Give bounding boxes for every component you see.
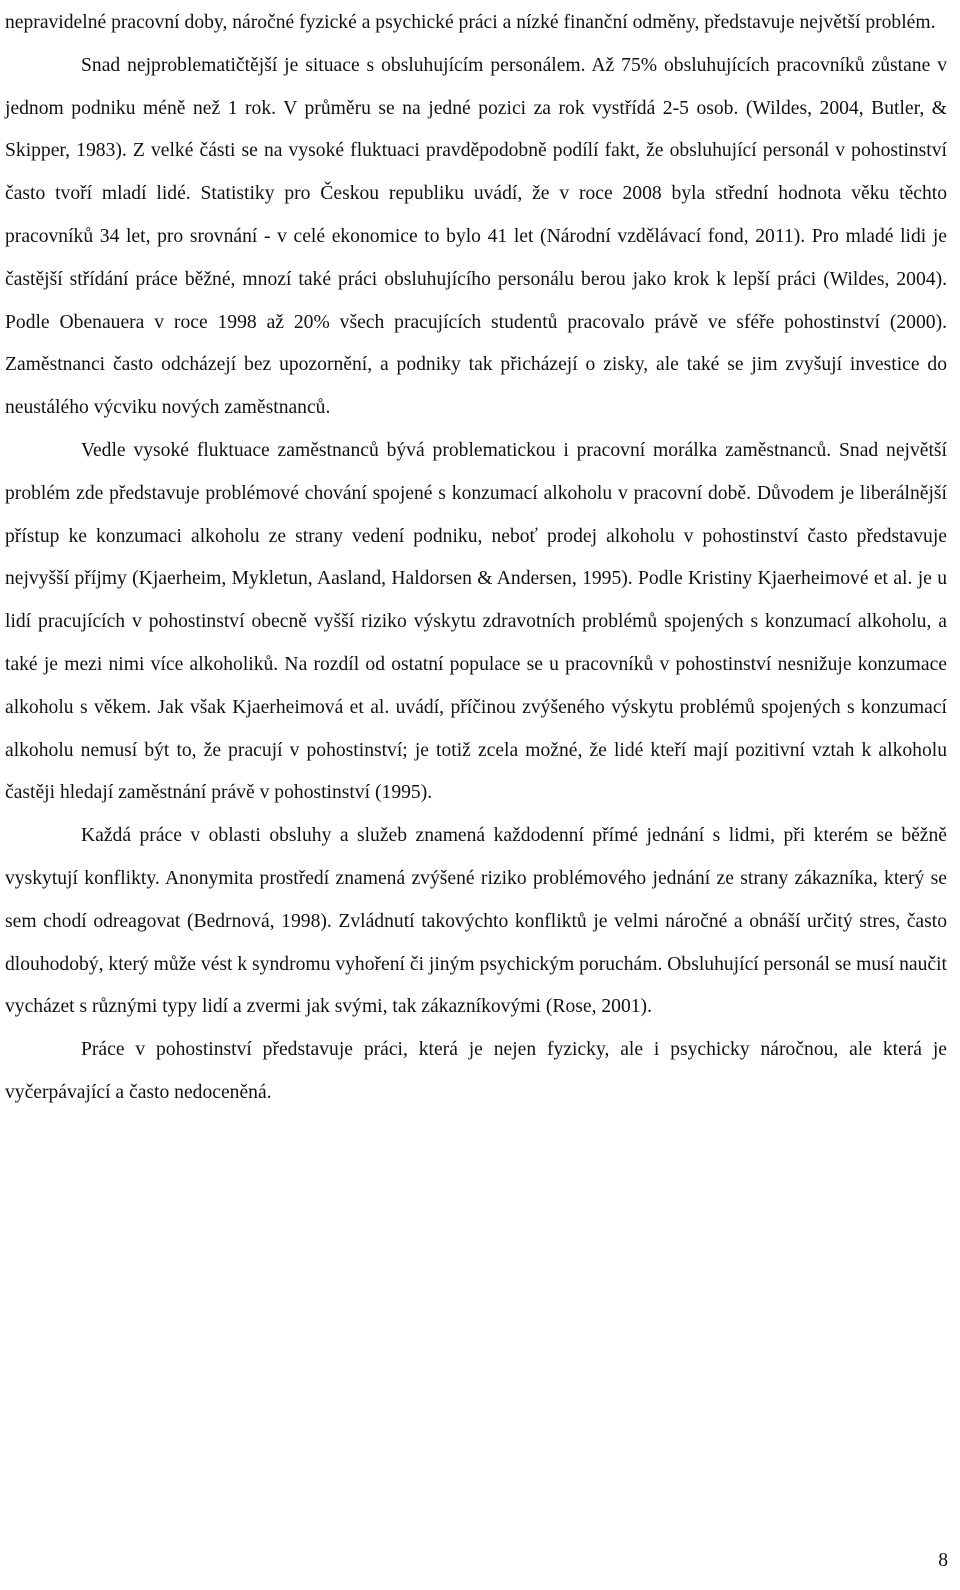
- paragraph-conclusion: Práce v pohostinství představuje práci, která je nejen fyzicky, ale i psychicky náročnou, ale která je vyčerpávající a často nedoceněná.: [5, 1039, 947, 1103]
- paragraph-staff-turnover: Snad nejproblematičtější je situace s obsluhujícím personálem. Až 75% obsluhujících pracovníků zůstane v jednom podniku méně než 1 rok. V průměru se na jedné pozici za rok vystřídá 2-5 osob. (Wildes, 2004, Butler, & Skipper, 1983). Z velké části se na vysoké fluktuaci pravděpodobně podílí fakt, že obsluhující personál v pohostinství často tvoří mladí lidé. Statistiky pro Českou republiku uvádí, že v roce 2008 byla střední hodnota věku těchto pracovníků 34 let, pro srovnání - v celé ekonomice to bylo 41 let (Národní vzdělávací fond, 2011). Pro mladé lidi je častější střídání práce běžné, mnozí také práci obsluhujícího personálu berou jako krok k lepší práci (Wildes, 2004). Podle Obenauera v roce 1998 až 20% všech pracujících studentů pracovalo právě ve sféře pohostinství (2000). Zaměstnanci často odcházejí bez upozornění, a podniky tak přicházejí o zisky, ale také se jim zvyšují investice do neustálého výcviku nových zaměstnanců.: [5, 54, 947, 419]
- paragraph-conflicts: Každá práce v oblasti obsluhy a služeb znamená každodenní přímé jednání s lidmi, při kterém se běžně vyskytují konflikty. Anonymita prostředí znamená zvýšené riziko problémového jednání ze strany zákazníka, který se sem chodí odreagovat (Bedrnová, 1998). Zvládnutí takovýchto konfliktů je velmi náročné a obnáší určitý stres, často dlouhodobý, který může vést k syndromu vyhoření či jiným psychickým poruchám. Obsluhující personál se musí naučit vycházet s různými typy lidí a zvermi jak svými, tak zákazníkovými (Rose, 2001).: [5, 825, 947, 1018]
- body-text: [5, 2, 947, 1115]
- paragraph-work-morale: Vedle vysoké fluktuace zaměstnanců bývá problematickou i pracovní morálka zaměstnanců. Snad největší problém zde představuje problémové chování spojené s konzumací alkoholu v pracovní době. Důvodem je liberálnější přístup ke konzumaci alkoholu ze strany vedení podniku, neboť prodej alkoholu v pohostinství často představuje nejvyšší příjmy (Kjaerheim, Mykletun, Aasland, Haldorsen & Andersen, 1995). Podle Kristiny Kjaerheimové et al. je u lidí pracujících v pohostinství obecně vyšší riziko výskytu zdravotních problémů spojených s konzumací alkoholu, a také je mezi nimi více alkoholiků. Na rozdíl od ostatní populace se u pracovníků v pohostinství nesnižuje konzumace alkoholu s věkem. Jak však Kjaerheimová et al. uvádí, příčinou zvýšeného výskytu problémů spojených s konzumací alkoholu nemusí být to, že pracují v pohostinství; je totiž zcela možné, že lidé kteří mají pozitivní vztah k alkoholu častěji hledají zaměstnání právě v pohostinství (1995).: [5, 439, 947, 804]
- paragraph-continuation: nepravidelné pracovní doby, náročné fyzické a psychické práci a nízké finanční odměny, představuje největší problém.: [5, 12, 936, 33]
- page-number: 8: [938, 1550, 948, 1571]
